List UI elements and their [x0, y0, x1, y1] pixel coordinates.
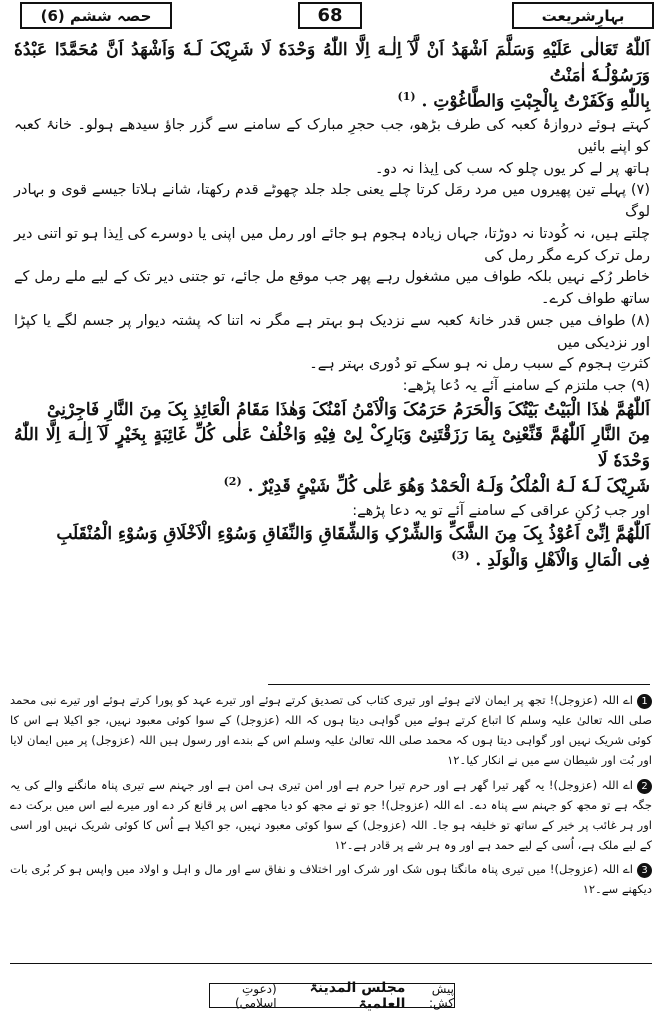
text-line	[14, 311, 650, 355]
text-line	[14, 474, 650, 500]
footnote-number: 2	[637, 779, 652, 794]
line-text: فِی الْمَالِ وَالْاَهْلِ وَالْوَلَدِ .	[475, 550, 650, 571]
text-line	[14, 89, 650, 115]
publisher-prefix: پیش کش:	[428, 981, 454, 1010]
footnote-number: 3	[637, 863, 652, 878]
text-line	[14, 180, 650, 224]
footnote-ref: (3)	[451, 548, 470, 562]
footnote-ref: (2)	[223, 475, 242, 489]
footnote-text: اے اللہ (عزوجل)! تجھ پر ایمان لاتے ہوئے اور تیری کتاب کی تصدیق کرتے ہوئے اور تیرے عہد کو پورا کرتے ہوئے اور تیرے نبی محمد صلی اللہ تعالیٰ علیہ وسلم کا اتباع کرتے ہوئے میں گواہی دیتا ہوں کہ اللہ (عزوجل) کے سوا کوئی معبود نہیں، جو اکیلا ہے اس کا کوئی شریک نہیں اور گواہی دیتا ہوں کہ محمد صلی اللہ تعالیٰ علیہ وسلم اس کے بندے اور رسول ہیں اللہ (عزوجل) پر میں ایمان لایا اور بُت اور شیطان سے میں نے انکار کیا۔۱۲	[10, 693, 652, 768]
line-text: کہتے ہوئے دروازۂ کعبہ کی طرف بڑھو، جب حجرِ مبارک کے سامنے سے گزر جاؤ سیدھے ہولو۔ خانۂ کعبہ کو اپنے بائیں	[14, 117, 650, 155]
book-title-box	[512, 2, 654, 29]
line-text: اَللّٰهُ تَعَالٰی عَلَیْهِ وَسَلَّمَ اَشْهَدُ اَنْ لَّآ اِلٰـهَ اِلَّا اللّٰهُ وَحْدَهٗ لَا شَرِیْکَ لَـهٗ وَاَشْهَدُ اَنَّ مُحَمَّدًا عَبْدُهٗ وَرَسُوْلُـهٗ اٰمَنْتُ	[14, 40, 650, 86]
text-line	[14, 38, 650, 89]
text-line	[14, 423, 650, 474]
part-label-box	[20, 2, 172, 29]
text-line	[14, 159, 650, 181]
main-text	[14, 38, 650, 574]
footnote-text: اے اللہ (عزوجل)! یہ گھر تیرا گھر ہے اور حرم تیرا حرم ہے اور امن تیری ہی امن ہے اور جہنم سے تیری پناہ مانگنے والے کی یہ جگہ ہے تو مجھ کو جہنم سے پناہ دے۔ اے اللہ (عزوجل)! جو تو نے مجھ کو دیا مجھے اس پر قانع کر دے اور میرے لیے اس میں برکت دے اور ہر غائب پر خیر کے ساتھ تو خلیفہ ہو جا۔ اللہ (عزوجل) کے سوا کوئی معبود نہیں، جو اکیلا ہے اُس کا کوئی شریک نہیں اور اسی کے لیے ملک ہے، اُسی کے لیے حمد ہے اور وہ ہر شے پر قادر ہے۔۱۲	[10, 777, 652, 852]
line-text: ہاتھ پر لے کر یوں چلو کہ سب کی اِیذا نہ دو۔	[374, 160, 650, 177]
footnotes	[10, 690, 652, 903]
line-text: (۷) پہلے تین پھیروں میں مرد رمَل کرتا چلے یعنی جلد جلد چھوٹے قدم رکھتا، شانے ہلاتا جیسے قوی و بہادر لوگ	[14, 182, 650, 221]
part-label: حصہ ششم (6)	[40, 6, 152, 25]
line-text: اور جب رُکنِ عراقی کے سامنے آئے تو یہ دعا پڑھے:	[352, 502, 650, 519]
footnote-divider	[268, 684, 650, 685]
text-line	[14, 267, 650, 311]
text-line	[14, 376, 650, 398]
text-line	[14, 354, 650, 376]
line-text: کثرتِ ہجوم کے سبب رمل نہ ہو سکے تو دُوری بہتر ہے۔	[309, 356, 650, 373]
publisher-name: مجلس المدینۃ العلمیۃ	[309, 979, 406, 1012]
footnote	[10, 859, 652, 899]
publisher-suffix: (دعوتِ اسلامی)	[234, 981, 277, 1010]
line-text: مِنَ النَّارِ اَللّٰهُمَّ قَنِّعْنِیْ بِمَا رَزَقْتَنِیْ وَبَارِکْ لِیْ فِیْهِ وَاخْلُفْ عَلٰی کُلِّ غَائِبَةٍ بِخَیْرٍ لَآ اِلٰـهَ اِلَّا اللّٰهُ وَحْدَهٗ لَا	[14, 425, 650, 471]
line-text: خاطر رُکے نہیں بلکہ طواف میں مشغول رہے پھر جب موقع مل جائے، تو جتنی دیر تک کے لیے ملے رمل کے ساتھ طواف کرے۔	[14, 269, 650, 308]
publisher-box	[209, 979, 455, 1012]
book-title: بہارِشریعت	[541, 6, 625, 25]
text-line	[14, 224, 650, 268]
text-line	[14, 501, 650, 523]
page-number: 68	[317, 5, 343, 26]
text-line	[14, 398, 650, 424]
text-line	[14, 115, 650, 159]
line-text: بِاللّٰهِ وَکَفَرْتُ بِالْجِبْتِ وَالطَّاغُوْتِ .	[421, 91, 650, 112]
footer-divider	[10, 963, 652, 964]
footnote	[10, 775, 652, 856]
text-line	[14, 548, 650, 574]
line-text: اَللّٰهُمَّ هٰذَا الْبَیْتُ بَیْتُکَ وَالْحَرَمُ حَرَمُکَ وَالْاَمْنُ اَمْنُکَ وَهٰذَا مَقَامُ الْعَائِذِ بِکَ مِنَ النَّارِ فَاجِرْنِیْ	[47, 399, 650, 420]
line-text: اَللّٰهُمَّ اِنِّیْ اَعُوْذُ بِکَ مِنَ الشَّکِّ وَالشِّرْکِ وَالشِّقَاقِ وَالنِّفَاقِ وَسُوْءِ الْاَخْلَاقِ وَسُوْءِ الْمُنْقَلَبِ	[56, 524, 650, 545]
line-text: (۹) جب ملتزم کے سامنے آئے یہ دُعا پڑھے:	[402, 378, 650, 395]
text-line	[14, 522, 650, 548]
footnote	[10, 690, 652, 771]
line-text: چلتے ہیں، نہ کُودتا نہ دوڑتا، جہاں زیادہ ہجوم ہو جائے اور رمل میں اپنی یا دوسرے کی اِیذا ہو تو اتنی دیر رمل ترک کرے مگر رمل کی	[14, 225, 650, 264]
line-text: (۸) طواف میں جس قدر خانۂ کعبہ سے نزدیک ہو بہتر ہے مگر نہ اتنا کہ پشتہ دیوار پر جسم لگے یا کپڑا اور نزدیکی میں	[14, 312, 650, 351]
line-text: شَرِیْکَ لَـهٗ لَـهُ الْمُلْکُ وَلَـهُ الْحَمْدُ وَهُوَ عَلٰی کُلِّ شَیْئٍ قَدِیْرٌ .	[247, 477, 650, 498]
footnote-ref: (1)	[397, 90, 416, 103]
page-number-box	[298, 2, 362, 29]
footnote-number: 1	[637, 694, 652, 709]
footnote-text: اے اللہ (عزوجل)! میں تیری پناہ مانگتا ہوں شک اور شرک اور اختلاف و نفاق سے اور مال و اہل و اولاد میں واپس ہو کر بُری بات دیکھنے سے۔۱۲	[10, 862, 652, 897]
